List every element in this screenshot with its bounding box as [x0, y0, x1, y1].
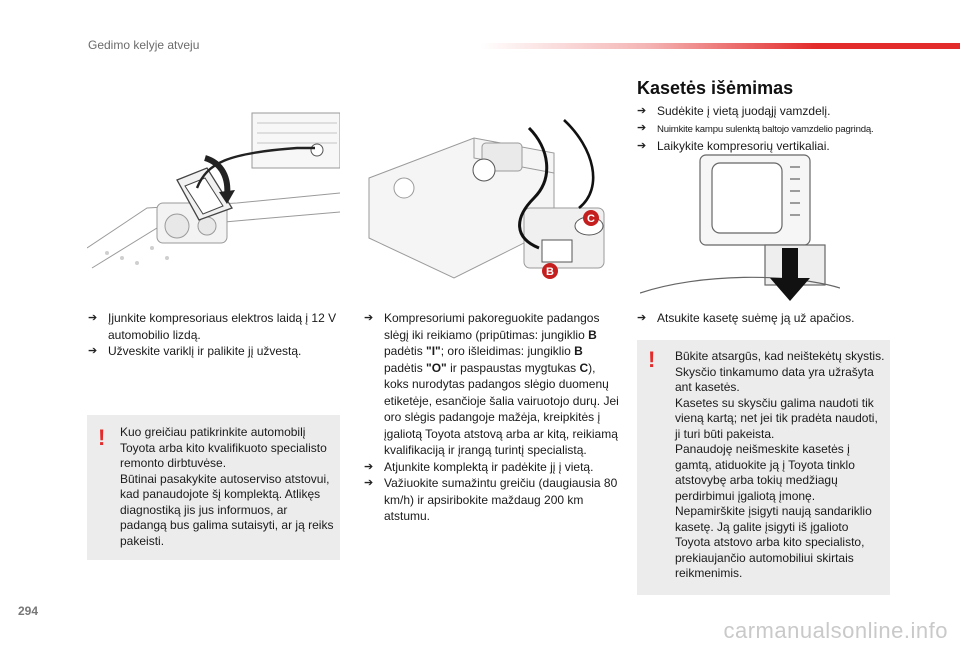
- list-item: ➔ Nuimkite kampu sulenktą baltojo vamzdelio pagrindą.: [637, 121, 874, 135]
- page-number: 294: [18, 604, 39, 618]
- watermark: carmanualsonline.info: [723, 618, 948, 643]
- compressor-drawing: [364, 108, 617, 280]
- col3-warning-box: [637, 340, 890, 595]
- bullet-arrow-icon: ➔: [88, 312, 98, 324]
- bullet-arrow-icon: ➔: [637, 312, 647, 324]
- bullet-arrow-icon: ➔: [364, 312, 374, 324]
- warning-icon: !: [98, 425, 106, 450]
- warning-icon: !: [648, 347, 656, 372]
- col1-warning-text: Kuo greičiau patikrinkite automobilį Toyota arba kito kvalifikuoto specialisto remonto dirbtuvėse. Būtinai pasakykite autoserviso atstovui, kad panaudojote šį komplektą. Atlikęs diagnostiką jis jus informuos, ar padangą bus galima sutaisyti, ar ją reiks pakeisti.: [120, 425, 334, 548]
- bullet-arrow-icon: ➔: [364, 460, 374, 473]
- label-b: B: [546, 266, 554, 278]
- col2-steps: [364, 310, 622, 525]
- label-b-marker: [542, 263, 558, 279]
- list-item: ➔ Atjunkite komplektą ir padėkite jį į vietą.: [364, 459, 594, 474]
- bullet-arrow-icon: ➔: [637, 140, 647, 152]
- list-item: ➔ Laikykite kompresorių vertikaliai.: [637, 139, 830, 153]
- illustration-cartridge: [640, 153, 840, 303]
- power-plug-drawing: [87, 108, 340, 280]
- illustration-power-plug: [87, 108, 340, 280]
- list-item: ➔ Važiuokite sumažintu greičiu (daugiausia 80 km/h) ir apsiribokite maždaug 200 km atstumu.: [364, 476, 618, 523]
- list-item: ➔ Sudėkite į vietą juodąjį vamzdelį.: [637, 104, 831, 118]
- illustration-compressor: [364, 108, 617, 280]
- cartridge-drawing: [640, 153, 840, 303]
- col1-warning-box: [87, 415, 340, 560]
- col3-steps: [637, 103, 897, 155]
- bullet-arrow-icon: ➔: [364, 477, 374, 489]
- list-item: ➔ Įjunkite kompresoriaus elektros laidą į 12 V automobilio lizdą.: [88, 311, 337, 342]
- label-c-marker: [583, 210, 599, 226]
- bullet-arrow-icon: ➔: [637, 105, 647, 117]
- list-item: ➔ Užveskite variklį ir palikite jį užvestą.: [88, 344, 302, 358]
- header-accent-bar: [480, 43, 960, 49]
- bullet-arrow-icon: ➔: [88, 345, 98, 357]
- section-title: Kasetės išėmimas: [637, 78, 794, 98]
- label-c: C: [587, 213, 595, 225]
- list-item: ➔ Kompresoriumi pakoreguokite padangos slėgį iki reikiamo (pripūtimas: jungiklio B padėtis "I"; oro išleidimas: jungiklio B padėtis "O" ir paspaustas mygtukas C), koks nurodytas padangos slėgio duomenų etiketėje, esančioje šalia vairuotojo durų. Jei oro slėgis padangoje mažėja, kreipkitės į įgaliotą Toyota atstovą arba ar kitą, reikiamą kvalifikaciją ir įrangą turintį specialistą.: [364, 311, 619, 457]
- col1-steps: [88, 310, 343, 360]
- running-header: Gedimo kelyje atveju: [88, 38, 200, 52]
- list-item: ➔ Atsukite kasetę suėmę ją už apačios.: [637, 311, 855, 325]
- col3-warning-text: Būkite atsargūs, kad neištekėtų skystis. Skysčio tinkamumo data yra užrašyta ant kasetės. Kasetes su skysčiu galima naudoti tik vieną kartą; net jei tik pradėta naudoti, ji turi būti pakeista. Panaudoję neišmeskite kasetės į gamtą, atiduokite ją į Toyota tinklo atstovybę arba tokių medžiagų perdirbimui įgaliotą įmonę. Nepamirškite įsigyti naują sandariklio kasetę. Ją galite įsigyti iš įgalioto Toyota atstovo arba kito specialisto, prekiaujančio automobiliui skirtais reikmenimis.: [675, 349, 885, 580]
- bullet-arrow-icon: ➔: [637, 121, 647, 134]
- col3-step-after: [637, 310, 897, 327]
